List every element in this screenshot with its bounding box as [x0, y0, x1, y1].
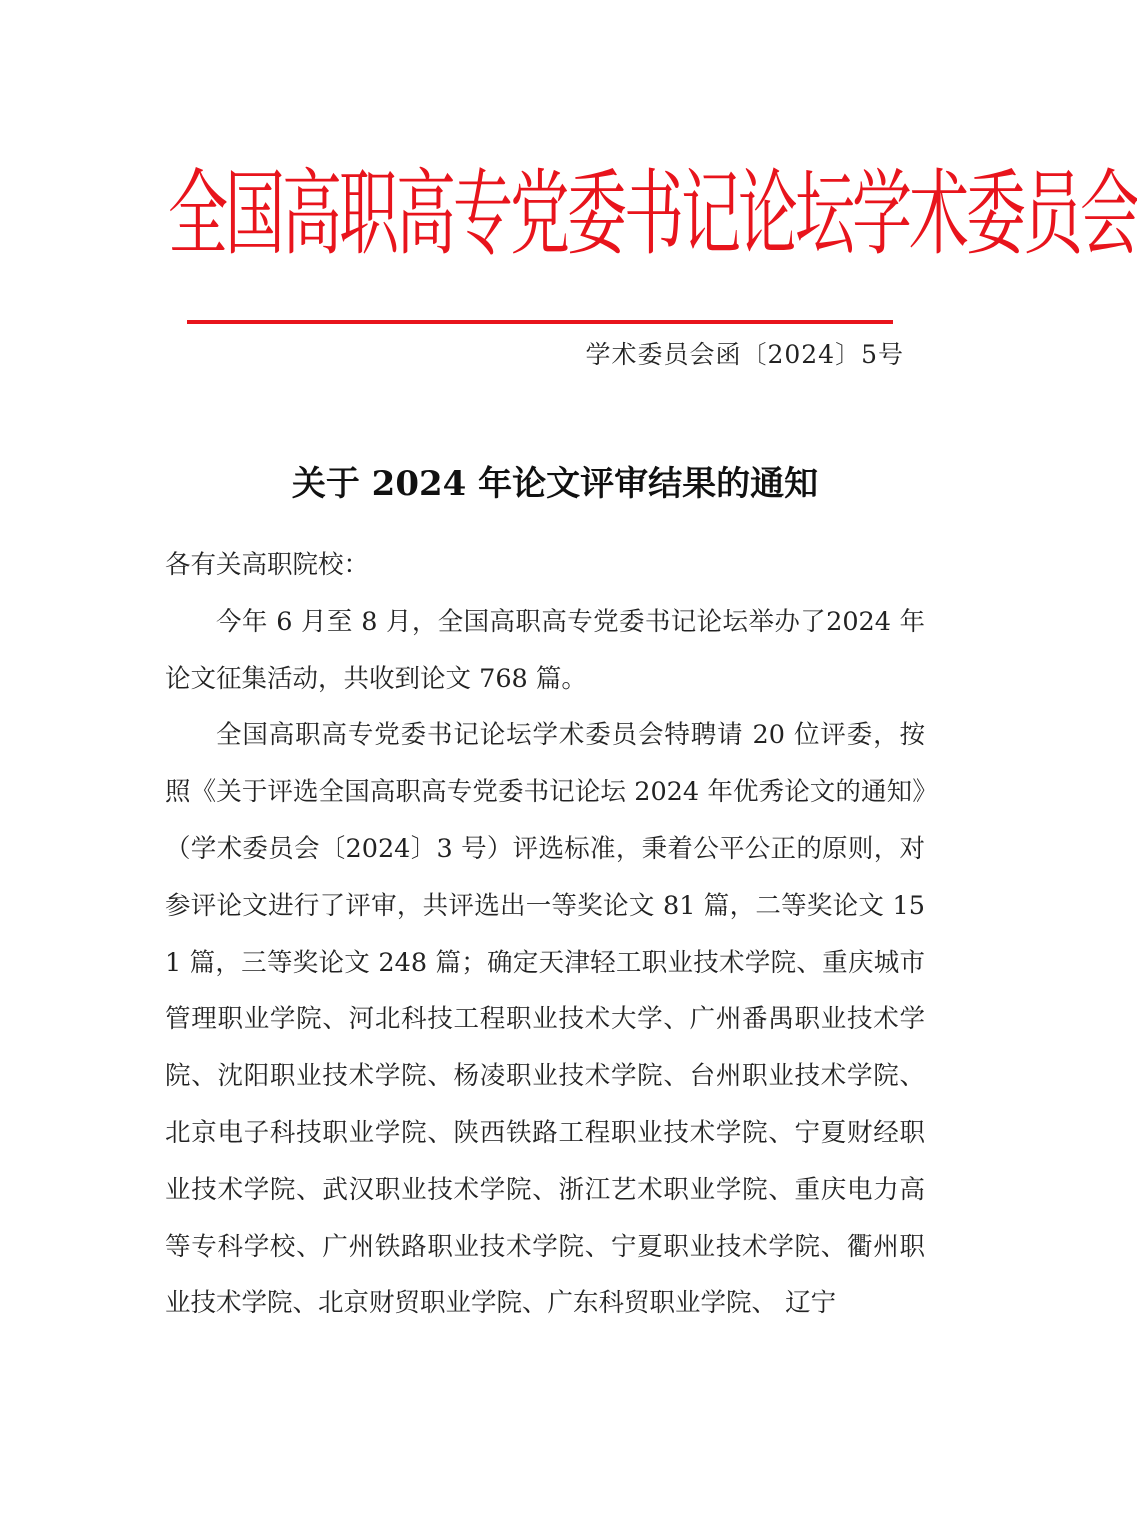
organization-name: 全国高职高专党委书记论坛学术委员会: [168, 160, 1137, 270]
notice-body: [165, 537, 925, 1332]
document-number: 学术委员会函〔2024〕5号: [585, 340, 904, 369]
red-divider-line: [187, 320, 893, 324]
notice-title: 关于 2024 年论文评审结果的通知: [291, 464, 819, 504]
paragraph-1: 今年 6 月至 8 月，全国高职高专党委书记论坛举办了2024 年论文征集活动，共收到论文 768 篇。: [165, 606, 925, 694]
organization-header: [168, 150, 1137, 280]
paragraph-2: 全国高职高专党委书记论坛学术委员会特聘请 20 位评委，按照《关于评选全国高职高专党委书记论坛 2024 年优秀论文的通知》（学术委员会〔2024〕3 号）评选标准，秉着公平公正的原则，对参评论文进行了评审，共评选出一等奖论文 81 篇，二等奖论文 151 篇，三等奖论文 248 篇；确定天津轻工职业技术学院、重庆城市管理职业学院、河北科技工程职业技术大学、广州番禺职业技术学院、沈阳职业技术学院、杨凌职业技术学院、台州职业技术学院、北京电子科技职业学院、陕西铁路工程职业技术学院、宁夏财经职业技术学院、武汉职业技术学院、浙江艺术职业学院、重庆电力高等专科学校、广州铁路职业技术学院、宁夏职业技术学院、衢州职业技术学院、北京财贸职业学院、广东科贸职业学院、 辽宁: [165, 720, 925, 1319]
salutation: 各有关高职院校：: [165, 550, 370, 580]
